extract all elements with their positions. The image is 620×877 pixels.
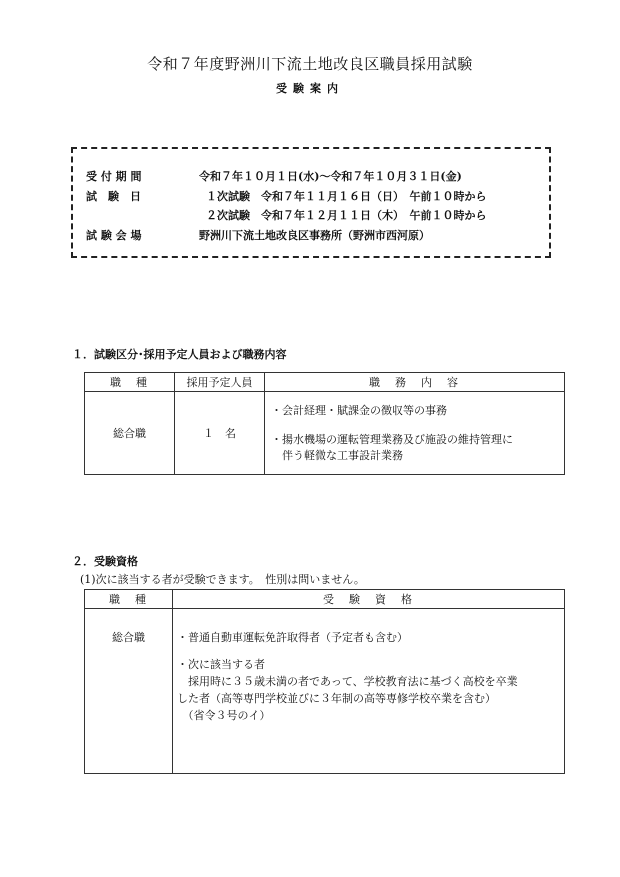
duty-line: ・揚水機場の運転管理業務及び施設の維持管理に bbox=[271, 432, 513, 446]
qual-line: ・普通自動車運転免許取得者（予定者も含む） bbox=[177, 631, 408, 644]
job-count-cell: １ 名 bbox=[175, 392, 265, 475]
job-header-type: 職 種 bbox=[85, 373, 175, 392]
page-subtitle: 受験案内 bbox=[276, 82, 344, 95]
reception-label: 受 付 期 間 bbox=[86, 170, 142, 183]
qual-line: （省令３号のイ） bbox=[177, 709, 271, 722]
qual-header-qual: 受 験 資 格 bbox=[173, 590, 565, 609]
exam-date-label: 試 験 日 bbox=[86, 190, 141, 203]
qual-line: した者（高等専門学校並びに３年制の高等専修学校卒業を含む） bbox=[177, 692, 496, 705]
reception-value: 令和７年１０月１日(水)～令和７年１０月３１日(金) bbox=[199, 170, 462, 183]
qual-type-cell: 総合職 bbox=[85, 609, 173, 774]
exam-date-first: １次試験 令和７年１１月１６日（日） 午前１０時から bbox=[206, 190, 487, 203]
job-header-count: 採用予定人員 bbox=[175, 373, 265, 392]
section2-note: (1)次に該当する者が受験できます。 性別は問いません。 bbox=[80, 573, 365, 586]
qual-table-header-row bbox=[85, 590, 565, 609]
exam-date-second: ２次試験 令和７年１２月１１日（木） 午前１０時から bbox=[206, 209, 487, 222]
job-table bbox=[84, 372, 565, 475]
job-type-cell: 総合職 bbox=[85, 392, 175, 475]
table-row bbox=[85, 609, 565, 774]
section2-heading: ２．受験資格 bbox=[72, 555, 138, 568]
duty-line: 伴う軽微な工事設計業務 bbox=[271, 448, 403, 462]
venue-label: 試 験 会 場 bbox=[86, 229, 142, 242]
qualification-table bbox=[84, 589, 565, 774]
qual-line: 採用時に３５歳未満の者であって、学校教育法に基づく高校を卒業 bbox=[177, 675, 518, 688]
job-table-header-row bbox=[85, 373, 565, 392]
qual-header-type: 職 種 bbox=[85, 590, 173, 609]
job-header-duties: 職 務 内 容 bbox=[265, 373, 565, 392]
qual-text-cell bbox=[173, 609, 565, 774]
page-title: 令和７年度野洲川下流土地改良区職員採用試験 bbox=[147, 55, 473, 73]
job-duties-cell bbox=[265, 392, 565, 475]
qual-spacer bbox=[177, 646, 560, 656]
section1-heading: １．試験区分･採用予定人員および職務内容 bbox=[72, 348, 287, 361]
duty-line: ・会計経理・賦課金の徴収等の事務 bbox=[271, 403, 447, 417]
qual-line: ・次に該当する者 bbox=[177, 658, 265, 671]
venue-value: 野洲川下流土地改良区事務所（野洲市西河原） bbox=[199, 229, 430, 242]
table-row bbox=[85, 392, 565, 475]
